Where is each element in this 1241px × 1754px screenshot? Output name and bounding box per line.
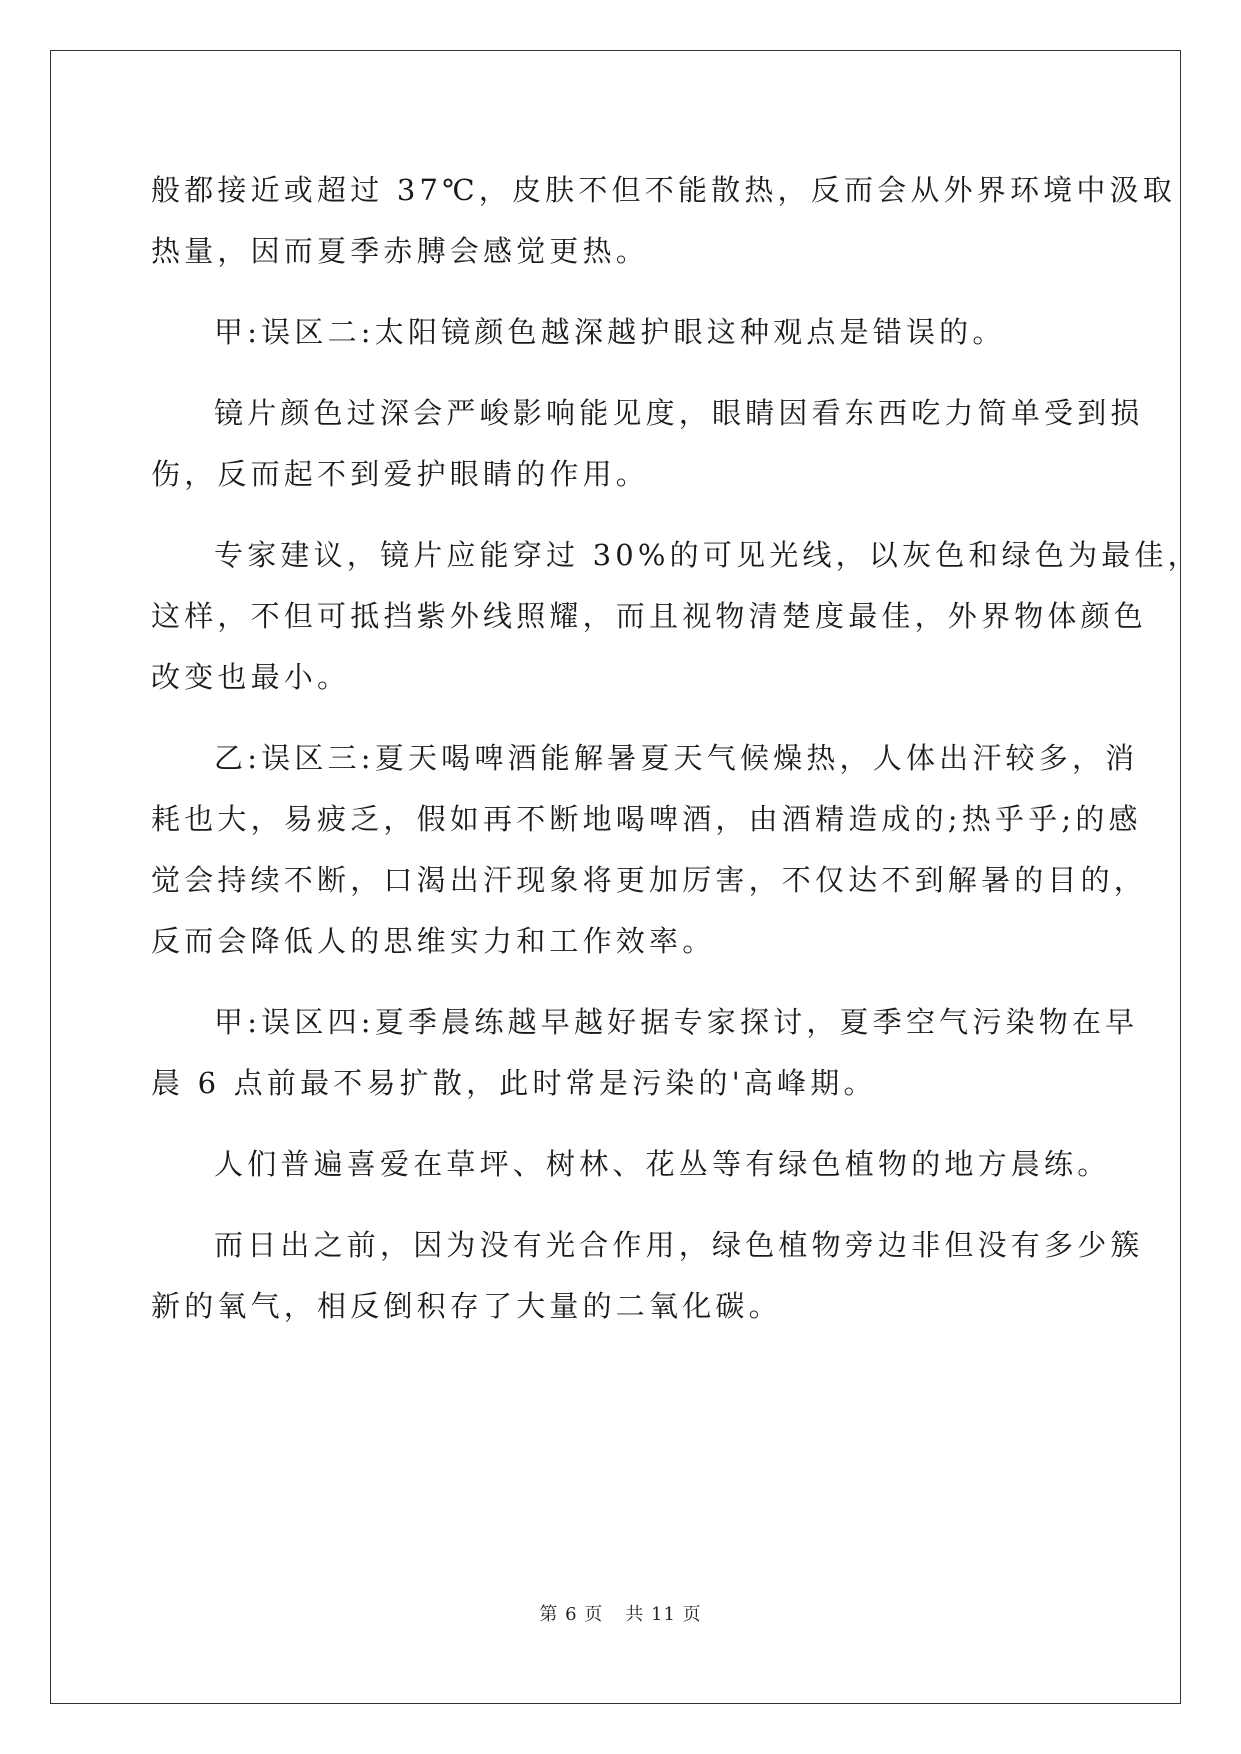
text-line: 改变也最小。: [151, 660, 351, 694]
page-number: 第 6 页: [539, 1604, 604, 1625]
document-body: [151, 160, 1201, 1357]
paragraph: [151, 1134, 1111, 1195]
paragraph: [151, 1215, 1144, 1337]
text-line: 甲:误区二:太阳镜颜色越深越护眼这种观点是错误的。: [214, 315, 1006, 349]
text-line: 热量，因而夏季赤膊会感觉更热。: [151, 234, 650, 268]
paragraph: [151, 992, 1139, 1114]
text-line: 镜片颜色过深会严峻影响能见度，眼睛因看东西吃力简单受到损: [214, 396, 1144, 430]
paragraph: [151, 302, 1081, 363]
text-line: 耗也大，易疲乏，假如再不断地喝啤酒，由酒精造成的;热乎乎;的感: [151, 802, 1142, 836]
paragraph: [151, 728, 1148, 972]
paragraph: [151, 525, 1201, 708]
text-line: 伤，反而起不到爱护眼睛的作用。: [151, 457, 650, 491]
paragraph: [151, 383, 1144, 505]
text-line: 人们普遍喜爱在草坪、树林、花丛等有绿色植物的地方晨练。: [214, 1147, 1111, 1181]
text-line: 这样，不但可抵挡紫外线照耀，而且视物清楚度最佳，外界物体颜色: [151, 599, 1148, 633]
text-line: 晨 6 点前最不易扩散，此时常是污染的'高峰期。: [151, 1066, 877, 1100]
page-total: 共 11 页: [625, 1604, 702, 1625]
page-footer: [0, 1600, 1241, 1626]
text-line: 乙:误区三:夏天喝啤酒能解暑夏天气候燥热，人体出汗较多，消: [214, 741, 1139, 775]
text-line: 而日出之前，因为没有光合作用，绿色植物旁边非但没有多少簇: [214, 1228, 1144, 1262]
paragraph: [151, 160, 1176, 282]
text-line: 甲:误区四:夏季晨练越早越好据专家探讨，夏季空气污染物在早: [214, 1005, 1139, 1039]
text-line: 反而会降低人的思维实力和工作效率。: [151, 924, 716, 958]
text-line: 新的氧气，相反倒积存了大量的二氧化碳。: [151, 1289, 782, 1323]
text-line: 般都接近或超过 37℃，皮肤不但不能散热，反而会从外界环境中汲取: [151, 173, 1176, 207]
text-line: 觉会持续不断，口渴出汗现象将更加厉害，不仅达不到解暑的目的，: [151, 863, 1148, 897]
text-line: 专家建议，镜片应能穿过 30%的可见光线，以灰色和绿色为最佳，: [214, 538, 1201, 572]
